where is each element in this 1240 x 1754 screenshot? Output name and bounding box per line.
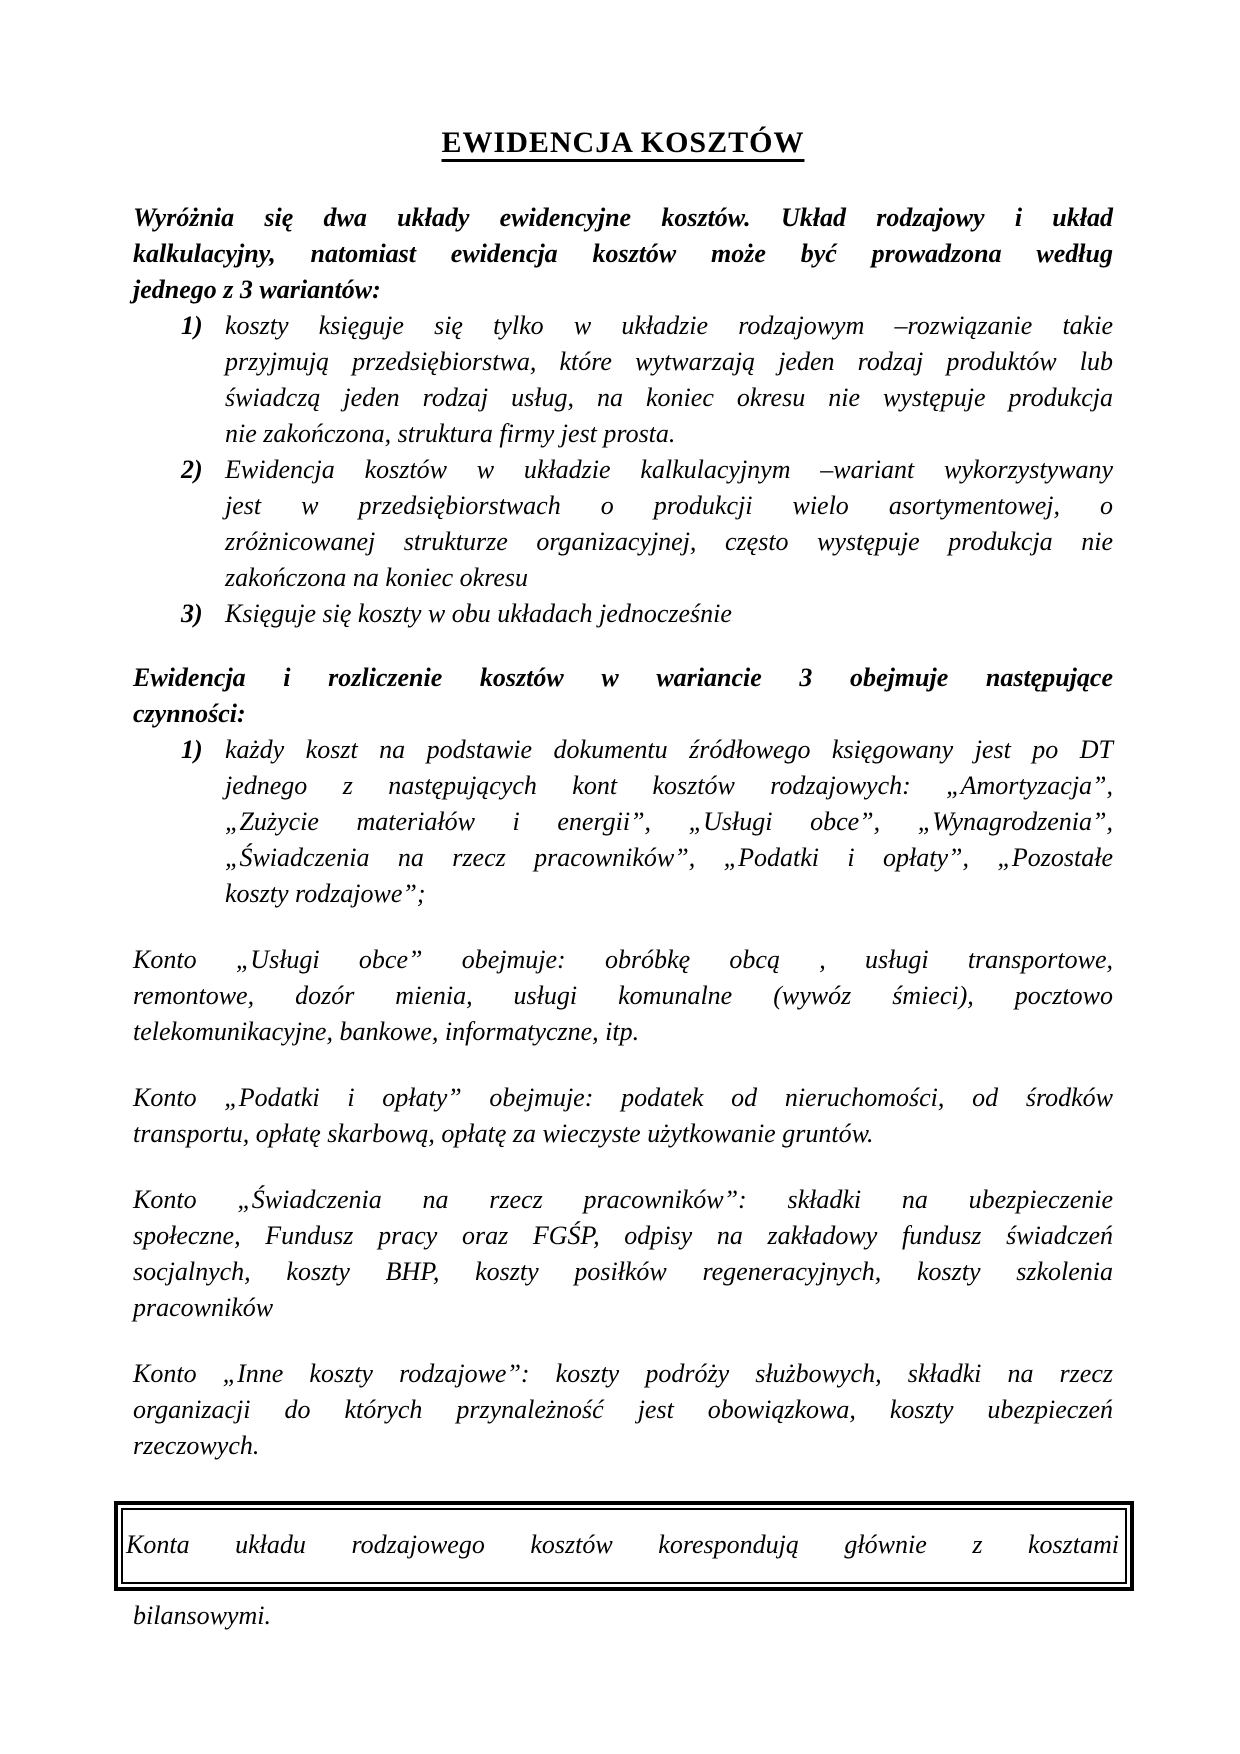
steps-list xyxy=(133,732,1113,912)
text-line: bilansowymi. xyxy=(133,1601,271,1630)
list-marker: 1) xyxy=(181,735,203,764)
list-item-step-1 xyxy=(181,732,1113,912)
text-line: Konto „Inne koszty rodzajowe”: koszty podróży służbowych, składki na rzecz xyxy=(133,1359,1113,1388)
text-line: transportu, opłatę skarbową, opłatę za wieczyste użytkowanie gruntów. xyxy=(133,1119,874,1148)
intro-paragraph xyxy=(133,200,1113,308)
konto-inne-paragraph xyxy=(133,1356,1113,1464)
list-marker: 1) xyxy=(181,311,203,340)
konto-uslugi-obce-paragraph xyxy=(133,942,1113,1050)
variant3-paragraph xyxy=(133,660,1113,732)
text-line: Konto „Usługi obce” obejmuje: obróbkę obcą , usługi transportowe, xyxy=(133,945,1113,974)
list-item-body xyxy=(225,452,1113,596)
list-marker: 3) xyxy=(181,599,203,628)
konto-swiadczenia-paragraph xyxy=(133,1182,1113,1326)
list-item-body xyxy=(225,732,1113,912)
list-item-variant-1 xyxy=(181,308,1113,452)
text-line: „Zużycie materiałów i energii”, „Usługi obce”, „Wynagrodzenia”, xyxy=(225,807,1113,836)
list-item-body xyxy=(225,596,1113,632)
text-line: koszty rodzajowe”; xyxy=(225,879,426,908)
variants-list xyxy=(133,308,1113,632)
text-line: Ewidencja kosztów w układzie kalkulacyjnym –wariant wykorzystywany xyxy=(225,455,1113,484)
list-marker: 2) xyxy=(181,455,203,484)
konto-podatki-paragraph xyxy=(133,1080,1113,1152)
text-line: organizacji do których przynależność jest obowiązkowa, koszty ubezpieczeń xyxy=(133,1395,1113,1424)
text-line: przyjmują przedsiębiorstwa, które wytwarzają jeden rodzaj produktów lub xyxy=(225,347,1113,376)
text-line: remontowe, dozór mienia, usługi komunalne (wywóz śmieci), pocztowo xyxy=(133,981,1113,1010)
text-line: świadczą jeden rodzaj usług, na koniec okresu nie występuje produkcja xyxy=(225,383,1113,412)
text-line: telekomunikacyjne, bankowe, informatyczne, itp. xyxy=(133,1017,640,1046)
conclusion-box-frame: Konta układu rodzajowego kosztów korespondują głównie z kosztami xyxy=(121,1508,1127,1584)
text-line: „Świadczenia na rzecz pracowników”, „Podatki i opłaty”, „Pozostałe xyxy=(225,843,1113,872)
text-line: nie zakończona, struktura firmy jest prosta. xyxy=(225,419,676,448)
page-title: EWIDENCJA KOSZTÓW xyxy=(441,126,805,159)
text-line: zakończona na koniec okresu xyxy=(225,563,529,592)
text-line: socjalnych, koszty BHP, koszty posiłków regeneracyjnych, koszty szkolenia xyxy=(133,1257,1113,1286)
text-line: Konto „Świadczenia na rzecz pracowników”: składki na ubezpieczenie xyxy=(133,1185,1113,1214)
text-line: Księguje się koszty w obu układach jednocześnie xyxy=(225,599,732,628)
text-line: jednego z następujących kont kosztów rodzajowych: „Amortyzacja”, xyxy=(225,771,1113,800)
highlighted-conclusion xyxy=(126,1508,1119,1634)
text-line: kalkulacyjny, natomiast ewidencja kosztów może być prowadzona według xyxy=(133,239,1113,268)
text-line: Wyróżnia się dwa układy ewidencyjne kosztów. Układ rodzajowy i układ xyxy=(133,203,1113,232)
text-line: pracowników xyxy=(133,1293,274,1322)
text-line: każdy koszt na podstawie dokumentu źródłowego księgowany jest po DT xyxy=(225,735,1113,764)
text-line: zróżnicowanej strukturze organizacyjnej, często występuje produkcja nie xyxy=(225,527,1113,556)
text-line: Konto „Podatki i opłaty” obejmuje: podatek od nieruchomości, od środków xyxy=(133,1083,1113,1112)
list-item-variant-3 xyxy=(181,596,1113,632)
text-line: koszty księguje się tylko w układzie rodzajowym –rozwiązanie takie xyxy=(225,311,1113,340)
list-item-body xyxy=(225,308,1113,452)
text-line: jest w przedsiębiorstwach o produkcji wielo asortymentowej, o xyxy=(225,491,1113,520)
text-line: Ewidencja i rozliczenie kosztów w wariancie 3 obejmuje następujące xyxy=(133,663,1113,692)
text-line: jednego z 3 wariantów: xyxy=(133,275,381,304)
text-line: rzeczowych. xyxy=(133,1431,260,1460)
text-line: czynności: xyxy=(133,699,246,728)
list-item-variant-2 xyxy=(181,452,1113,596)
text-line: społeczne, Fundusz pracy oraz FGŚP, odpisy na zakładowy fundusz świadczeń xyxy=(133,1221,1113,1250)
